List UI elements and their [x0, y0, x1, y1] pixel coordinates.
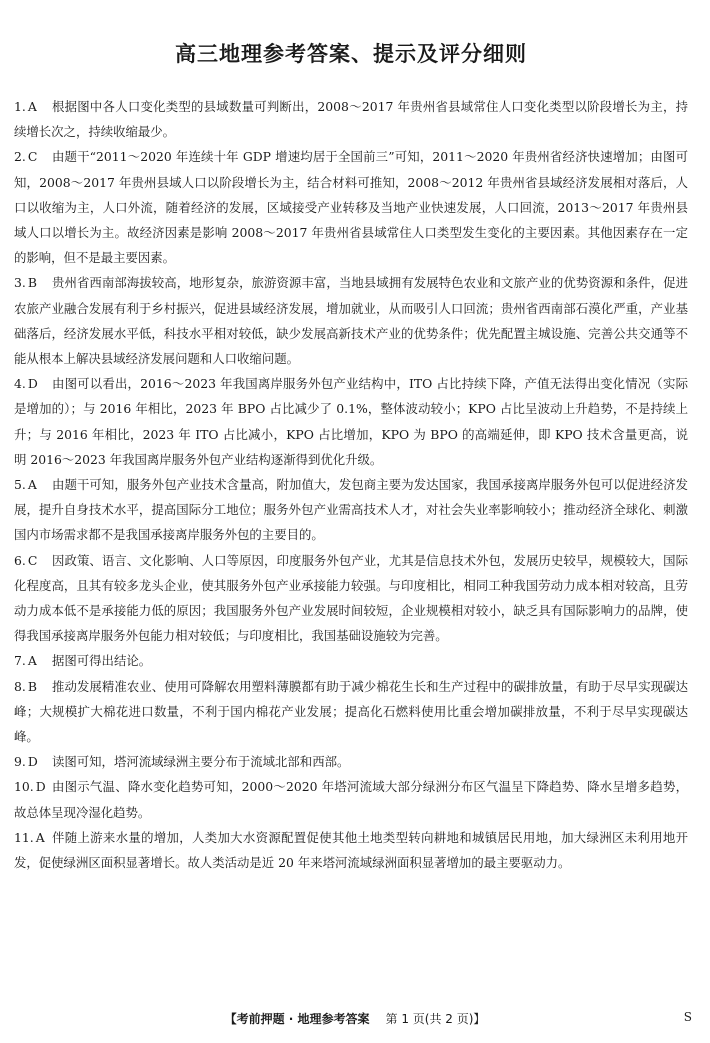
question-number: 1.: [14, 99, 26, 114]
answer-letter: A: [35, 829, 45, 845]
answer-explanation: 推动发展精准农业、使用可降解农用塑料薄膜都有助于减少棉花生长和生产过程中的碳排放量，有助于尽早实现碳达峰；大规模扩大棉花进口数量，不利于国内棉花产业发展；提高化石燃料使用比重会增加碳排放量，不利于尽早实现碳达峰。: [14, 678, 688, 745]
answer-explanation: 贵州省西南部海拔较高，地形复杂，旅游资源丰富，当地县域拥有发展特色农业和文旅产业的优势资源和条件，促进农旅产业融合发展有利于乡村振兴，促进县域经济发展，增加就业，从而吸引人口回流；贵州省西南部石漠化严重，产业基础落后，经济发展水平低，科技水平相对较低，缺少发展高新技术产业的优势条件；优先配置主城设施、完善公共交通等不能从根本上解决县域经济发展问题和人口收缩问题。: [14, 275, 688, 367]
answer-item: [14, 94, 688, 144]
answer-letter: C: [27, 149, 38, 165]
question-number: 5.: [14, 477, 26, 493]
answer-letter: A: [27, 653, 37, 669]
answer-item: [14, 548, 688, 649]
answer-item: [14, 270, 688, 371]
page-footer: [0, 1010, 710, 1027]
page-title: 高三地理参考答案、提示及评分细则: [175, 42, 527, 66]
answer-letter: D: [35, 779, 46, 795]
answer-explanation: 由图可以看出，2016～2023 年我国离岸服务外包产业结构中，ITO 占比持续下降，产值无法得出变化情况（实际是增加的）；与 2016 年相比，2023 年 BPO 占比减少了 0.1%，整体波动较小；KPO 占比呈波动上升趋势，不是持续上升；与 2016 年相比，2023 年 ITO 占比减小，KPO 占比增加，KPO 为 BPO 的高端延伸，即 KPO 技术含量更高，说明 2016～2023 年我国离岸服务外包产业结构逐渐得到优化升级。: [14, 376, 688, 467]
question-number: 9.: [14, 754, 26, 770]
answer-explanation: 读图可知，塔河流域绿洲主要分布于流域北部和西部。: [52, 754, 350, 770]
question-number: 4.: [14, 376, 26, 392]
question-number: 11.: [14, 829, 34, 845]
answer-item: [14, 674, 688, 750]
question-number: 6.: [14, 552, 26, 568]
answer-letter: D: [27, 376, 38, 392]
question-number: 2.: [14, 149, 26, 165]
question-number: 3.: [14, 275, 26, 291]
answer-letter: B: [27, 275, 37, 291]
answer-explanation: 由题干可知，服务外包产业技术含量高，附加值大，发包商主要为发达国家，我国承接离岸服务外包可以促进经济发展，提升自身技术水平，提高国际分工地位；服务外包产业需高技术人才，对社会失业率影响较小；推动经济全球化、刺激国内市场需求都不是我国承接离岸服务外包的主要目的。: [14, 477, 688, 543]
answer-item: [14, 825, 688, 875]
answer-letter: B: [27, 678, 37, 694]
answer-letter: A: [27, 99, 37, 114]
answer-item: [14, 371, 688, 472]
footer-label: 【考前押题 · 地理参考答案: [224, 1012, 370, 1026]
answer-explanation: 因政策、语言、文化影响、人口等原因，印度服务外包产业，尤其是信息技术外包，发展历史较早，规模较大，国际化程度高，且其有较多龙头企业，使其服务外包产业承接能力较强。与印度相比，相同工种我国劳动力成本相对较高，且劳动力成本低不是承接能力低的原因；我国服务外包产业发展时间较短，企业规模相对较小，缺乏具有国际影响力的品牌，使得我国承接离岸服务外包能力相对较低；与印度相比，我国基础设施较为完善。: [14, 552, 688, 644]
question-number: 10.: [14, 779, 34, 795]
answer-letter: C: [27, 552, 38, 568]
answer-item: [14, 774, 688, 824]
answer-letter: D: [27, 754, 38, 770]
question-number: 7.: [14, 653, 26, 669]
answer-explanation: 由图示气温、降水变化趋势可知，2000～2020 年塔河流域大部分绿洲分布区气温呈下降趋势、降水呈增多趋势，故总体呈现冷湿化趋势。: [14, 779, 688, 820]
answer-item: [14, 749, 688, 774]
question-number: 8.: [14, 678, 26, 694]
answer-explanation: 根据图中各人口变化类型的县域数量可判断出，2008～2017 年贵州省县域常住人口变化类型以阶段增长为主，持续增长次之，持续收缩最少。: [14, 99, 688, 140]
footer-page-number: 第 1 页(共 2 页)】: [385, 1012, 486, 1026]
answer-explanation: 伴随上游来水量的增加，人类加大水资源配置促使其他土地类型转向耕地和城镇居民用地，加大绿洲区未利用地开发，促使绿洲区面积显著增长。故人类活动是近 20 年来塔河流域绿洲面积显著增加的最主要驱动力。: [14, 829, 688, 871]
answer-explanation: 由题干“2011～2020 年连续十年 GDP 增速均居于全国前三”可知，2011～2020 年贵州省经济快速增加；由图可知，2008～2017 年贵州县域人口以阶段增长为主，结合材料可推知，2008～2012 年贵州省县域经济发展相对落后，人口以收缩为主，人口外流，随着经济的发展，区域接受产业转移及当地产业快速发展，人口回流，2013～2017 年贵州县域人口以增长为主。故经济因素是影响 2008～2017 年贵州省县域常住人口类型发生变化的主要因素。其他因素存在一定的影响，但不是最主要因素。: [14, 149, 688, 266]
footer-code: S: [683, 1010, 692, 1024]
answer-item: [14, 472, 688, 548]
answer-list: [14, 94, 688, 875]
answer-item: [14, 648, 688, 673]
answer-explanation: 据图可得出结论。: [52, 653, 152, 669]
answer-letter: A: [27, 477, 37, 493]
answer-item: [14, 144, 688, 270]
